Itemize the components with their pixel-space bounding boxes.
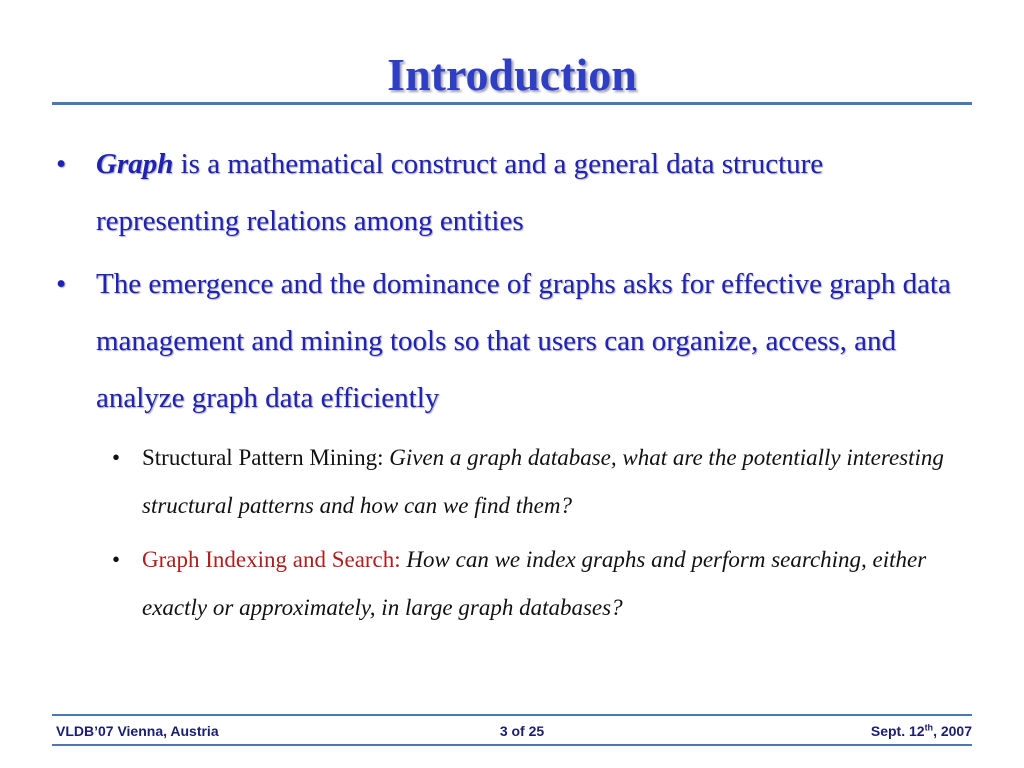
footer-date-suffix: , 2007: [933, 723, 972, 739]
footer-page-number: 3 of 25: [499, 723, 545, 739]
bullet-graph-dominance: [56, 256, 966, 427]
footer-date-ordinal: th: [924, 722, 934, 733]
sub-bullet-graph-indexing-search: [112, 536, 952, 632]
bullet-graph-definition: [56, 136, 966, 250]
footer-divider-top: [52, 714, 972, 716]
sub-bullet-question: How can we index graphs and perform searching, either exactly or approximately, in large graph databases?: [142, 547, 927, 620]
footer-divider-bottom: [52, 744, 972, 746]
sub-bullet-marker: •: [112, 445, 121, 470]
bullet-marker: •: [56, 268, 67, 300]
bullet-term: Graph: [96, 148, 174, 180]
bullet-body: is a mathematical construct and a general data structure representing relations among entities: [96, 148, 824, 237]
sub-bullet-label: Structural Pattern Mining:: [142, 445, 390, 470]
bullet-text: [96, 136, 966, 250]
sub-bullet-marker: •: [112, 547, 121, 572]
bullet-body: The emergence and the dominance of graphs asks for effective graph data management and mining tools so that users can organize, access, and analyze graph data efficiently: [96, 268, 951, 414]
footer-date-prefix: Sept. 12: [870, 723, 925, 739]
footer-date: [871, 722, 972, 740]
sub-bullet-label: Graph Indexing and Search:: [142, 547, 407, 572]
sub-bullet-question: Given a graph database, what are the potentially interesting structural patterns and how can we find them?: [142, 445, 944, 518]
sub-bullet-text: [142, 536, 952, 632]
sub-bullet-text: [142, 434, 952, 530]
footer-venue: VLDB’07 Vienna, Austria: [56, 723, 219, 739]
slide-title: Introduction: [387, 49, 637, 100]
title-divider: [52, 102, 972, 105]
sub-bullet-structural-pattern-mining: [112, 434, 952, 530]
bullet-marker: •: [56, 148, 67, 180]
